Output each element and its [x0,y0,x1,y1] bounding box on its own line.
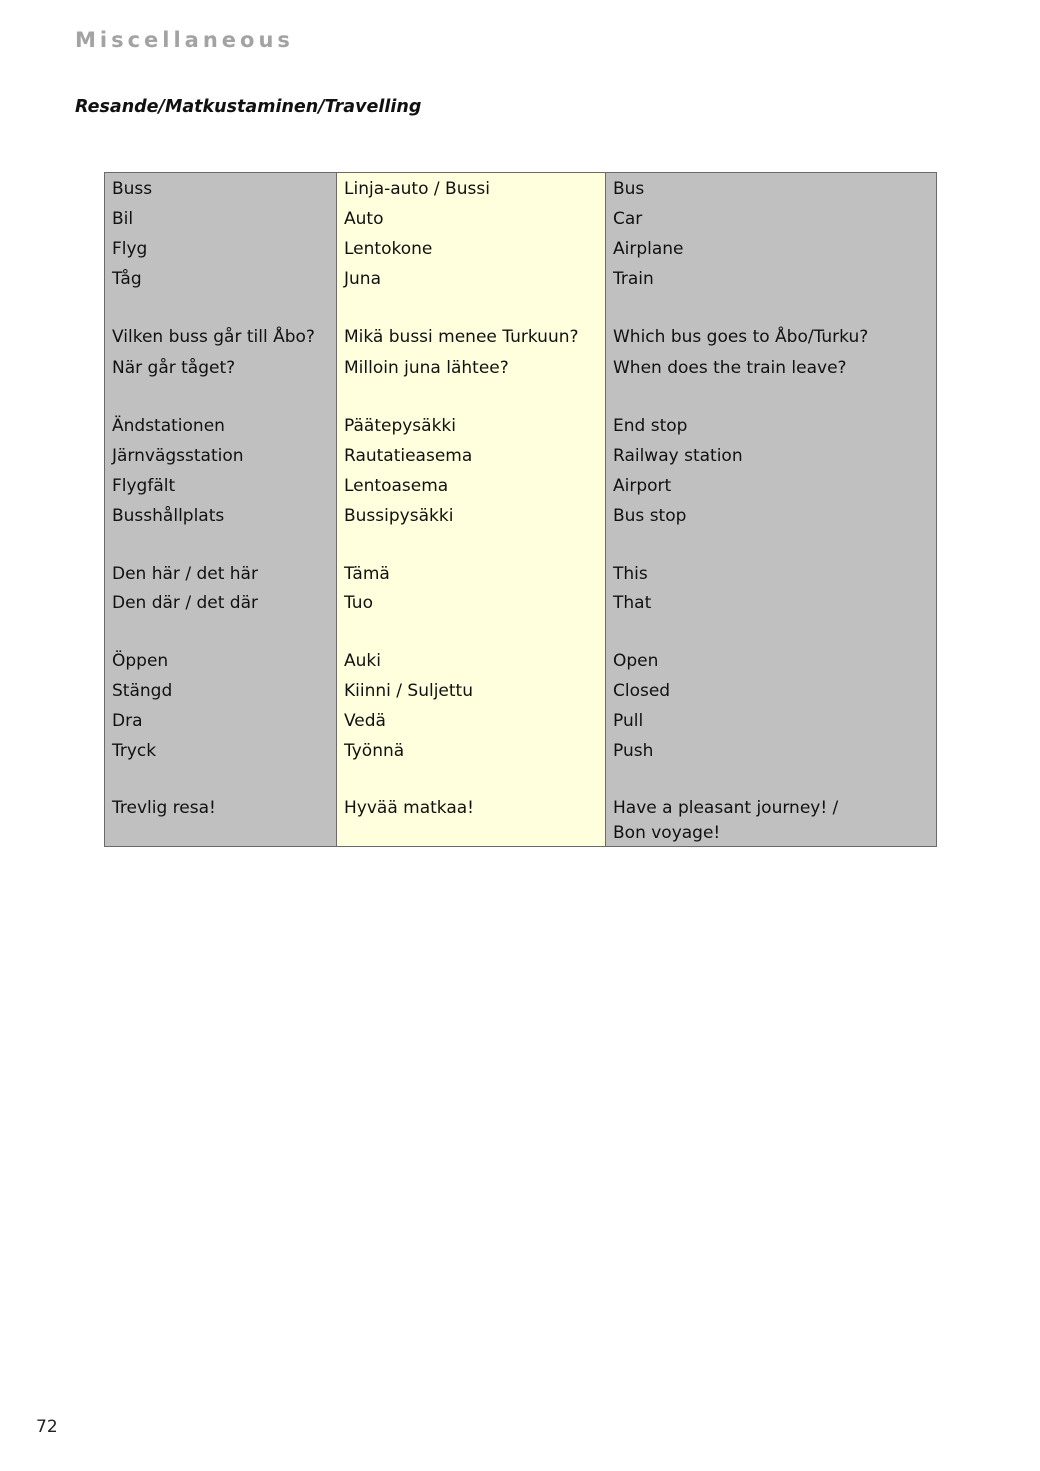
section-header: Miscellaneous [75,28,294,52]
table-cell: Buss [112,179,153,199]
table-cell: Flyg [112,239,148,259]
table-cell: Vedä [344,711,386,731]
table-cell: Bus [613,179,645,199]
table-cell: Rautatieasema [344,446,473,466]
table-cell: Airplane [613,239,684,259]
table-cell: Vilken buss går till Åbo? [112,327,315,347]
table-cell: Trevlig resa! [112,798,216,818]
page-number: 72 [36,1417,58,1437]
page-subtitle: Resande/Matkustaminen/Travelling [75,97,422,117]
table-cell: Flygfält [112,476,176,496]
table-cell: Dra [112,711,143,731]
table-cell: Juna [344,269,381,289]
table-cell: Työnnä [344,741,405,761]
table-cell: Mikä bussi menee Turkuun? [344,327,579,347]
table-cell: Auto [344,209,384,229]
table-cell: End stop [613,416,688,436]
table-cell: Tryck [112,741,157,761]
table-cell: Linja-auto / Bussi [344,179,490,199]
table-cell: Hyvää matkaa! [344,798,474,818]
table-cell: Airport [613,476,672,496]
swedish-column [105,173,337,846]
table-cell: Car [613,209,643,229]
table-cell: Stängd [112,681,173,701]
table-cell: Busshållplats [112,506,225,526]
table-cell: Have a pleasant journey! / Bon voyage! [613,798,839,843]
table-cell: Railway station [613,446,743,466]
table-cell: Kiinni / Suljettu [344,681,473,701]
table-cell: Auki [344,651,381,671]
table-cell: This [613,564,648,584]
table-cell: Closed [613,681,671,701]
table-cell: Ändstationen [112,416,225,436]
table-cell: Öppen [112,651,169,671]
table-cell: When does the train leave? [613,358,847,378]
table-cell: Bus stop [613,506,687,526]
table-cell: Lentoasema [344,476,449,496]
finnish-column [337,173,606,846]
table-cell: Den här / det här [112,564,258,584]
table-cell: När går tåget? [112,358,236,378]
table-cell: That [613,593,652,613]
table-cell: Open [613,651,659,671]
table-cell: Lentokone [344,239,433,259]
table-cell: Tämä [344,564,390,584]
table-cell: Which bus goes to Åbo/Turku? [613,327,869,347]
table-cell: Bil [112,209,134,229]
table-cell: Järnvägsstation [112,446,244,466]
table-cell: Tåg [112,269,142,289]
table-cell: Push [613,741,654,761]
table-cell: Pull [613,711,644,731]
table-cell: Bussipysäkki [344,506,454,526]
table-cell: Milloin juna lähtee? [344,358,509,378]
table-cell: Den där / det där [112,593,258,613]
table-cell: Päätepysäkki [344,416,456,436]
table-cell: Tuo [344,593,373,613]
table-cell: Train [613,269,654,289]
vocabulary-table [104,172,937,847]
english-column [606,173,936,846]
